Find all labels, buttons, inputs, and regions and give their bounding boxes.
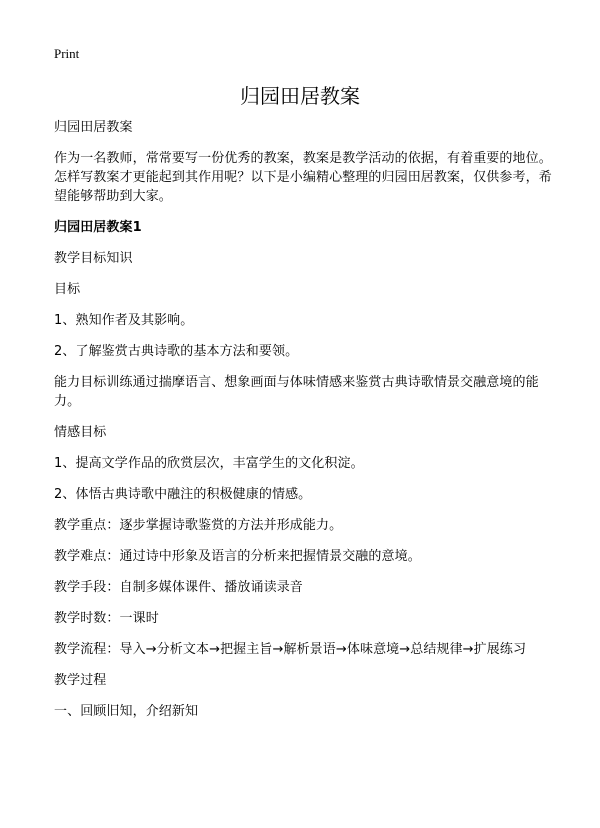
paragraph: 1、熟知作者及其影响。 <box>54 313 194 328</box>
paragraph: 2、了解鉴赏古典诗歌的基本方法和要领。 <box>54 344 299 359</box>
document-body <box>54 118 554 733</box>
paragraph: 教学过程 <box>54 673 107 688</box>
paragraph: 能力目标训练通过揣摩语言、想象画面与体味情感来鉴赏古典诗歌情景交融意境的能力。 <box>54 375 539 409</box>
document-title: 归园田居教案 <box>240 84 360 108</box>
paragraph: 教学时数：一课时 <box>54 611 159 626</box>
paragraph: 2、体悟古典诗歌中融注的积极健康的情感。 <box>54 487 312 502</box>
paragraph: 一、回顾旧知，介绍新知 <box>54 704 199 719</box>
paragraph: 1、提高文学作品的欣赏层次，丰富学生的文化积淀。 <box>54 456 364 471</box>
paragraph: 目标 <box>54 282 81 297</box>
section-heading: 归园田居教案1 <box>54 220 142 235</box>
paragraph: 教学难点：通过诗中形象及语言的分析来把握情景交融的意境。 <box>54 549 421 564</box>
paragraph: 情感目标 <box>54 425 107 440</box>
subtitle-paragraph: 归园田居教案 <box>54 120 133 135</box>
paragraph: 教学手段：自制多媒体课件、播放诵读录音 <box>54 580 303 595</box>
paragraph: 教学重点：逐步掌握诗歌鉴赏的方法并形成能力。 <box>54 518 343 533</box>
paragraph: 教学流程：导入→分析文本→把握主旨→解析景语→体味意境→总结规律→扩展练习 <box>54 642 527 657</box>
paragraph: 教学目标知识 <box>54 251 133 266</box>
intro-paragraph: 作为一名教师，常常要写一份优秀的教案，教案是教学活动的依据，有着重要的地位。怎样写教案才更能起到其作用呢？以下是小编精心整理的归园田居教案，仅供参考，希望能够帮助到大家。 <box>54 151 552 204</box>
print-link[interactable]: Print <box>54 46 80 61</box>
